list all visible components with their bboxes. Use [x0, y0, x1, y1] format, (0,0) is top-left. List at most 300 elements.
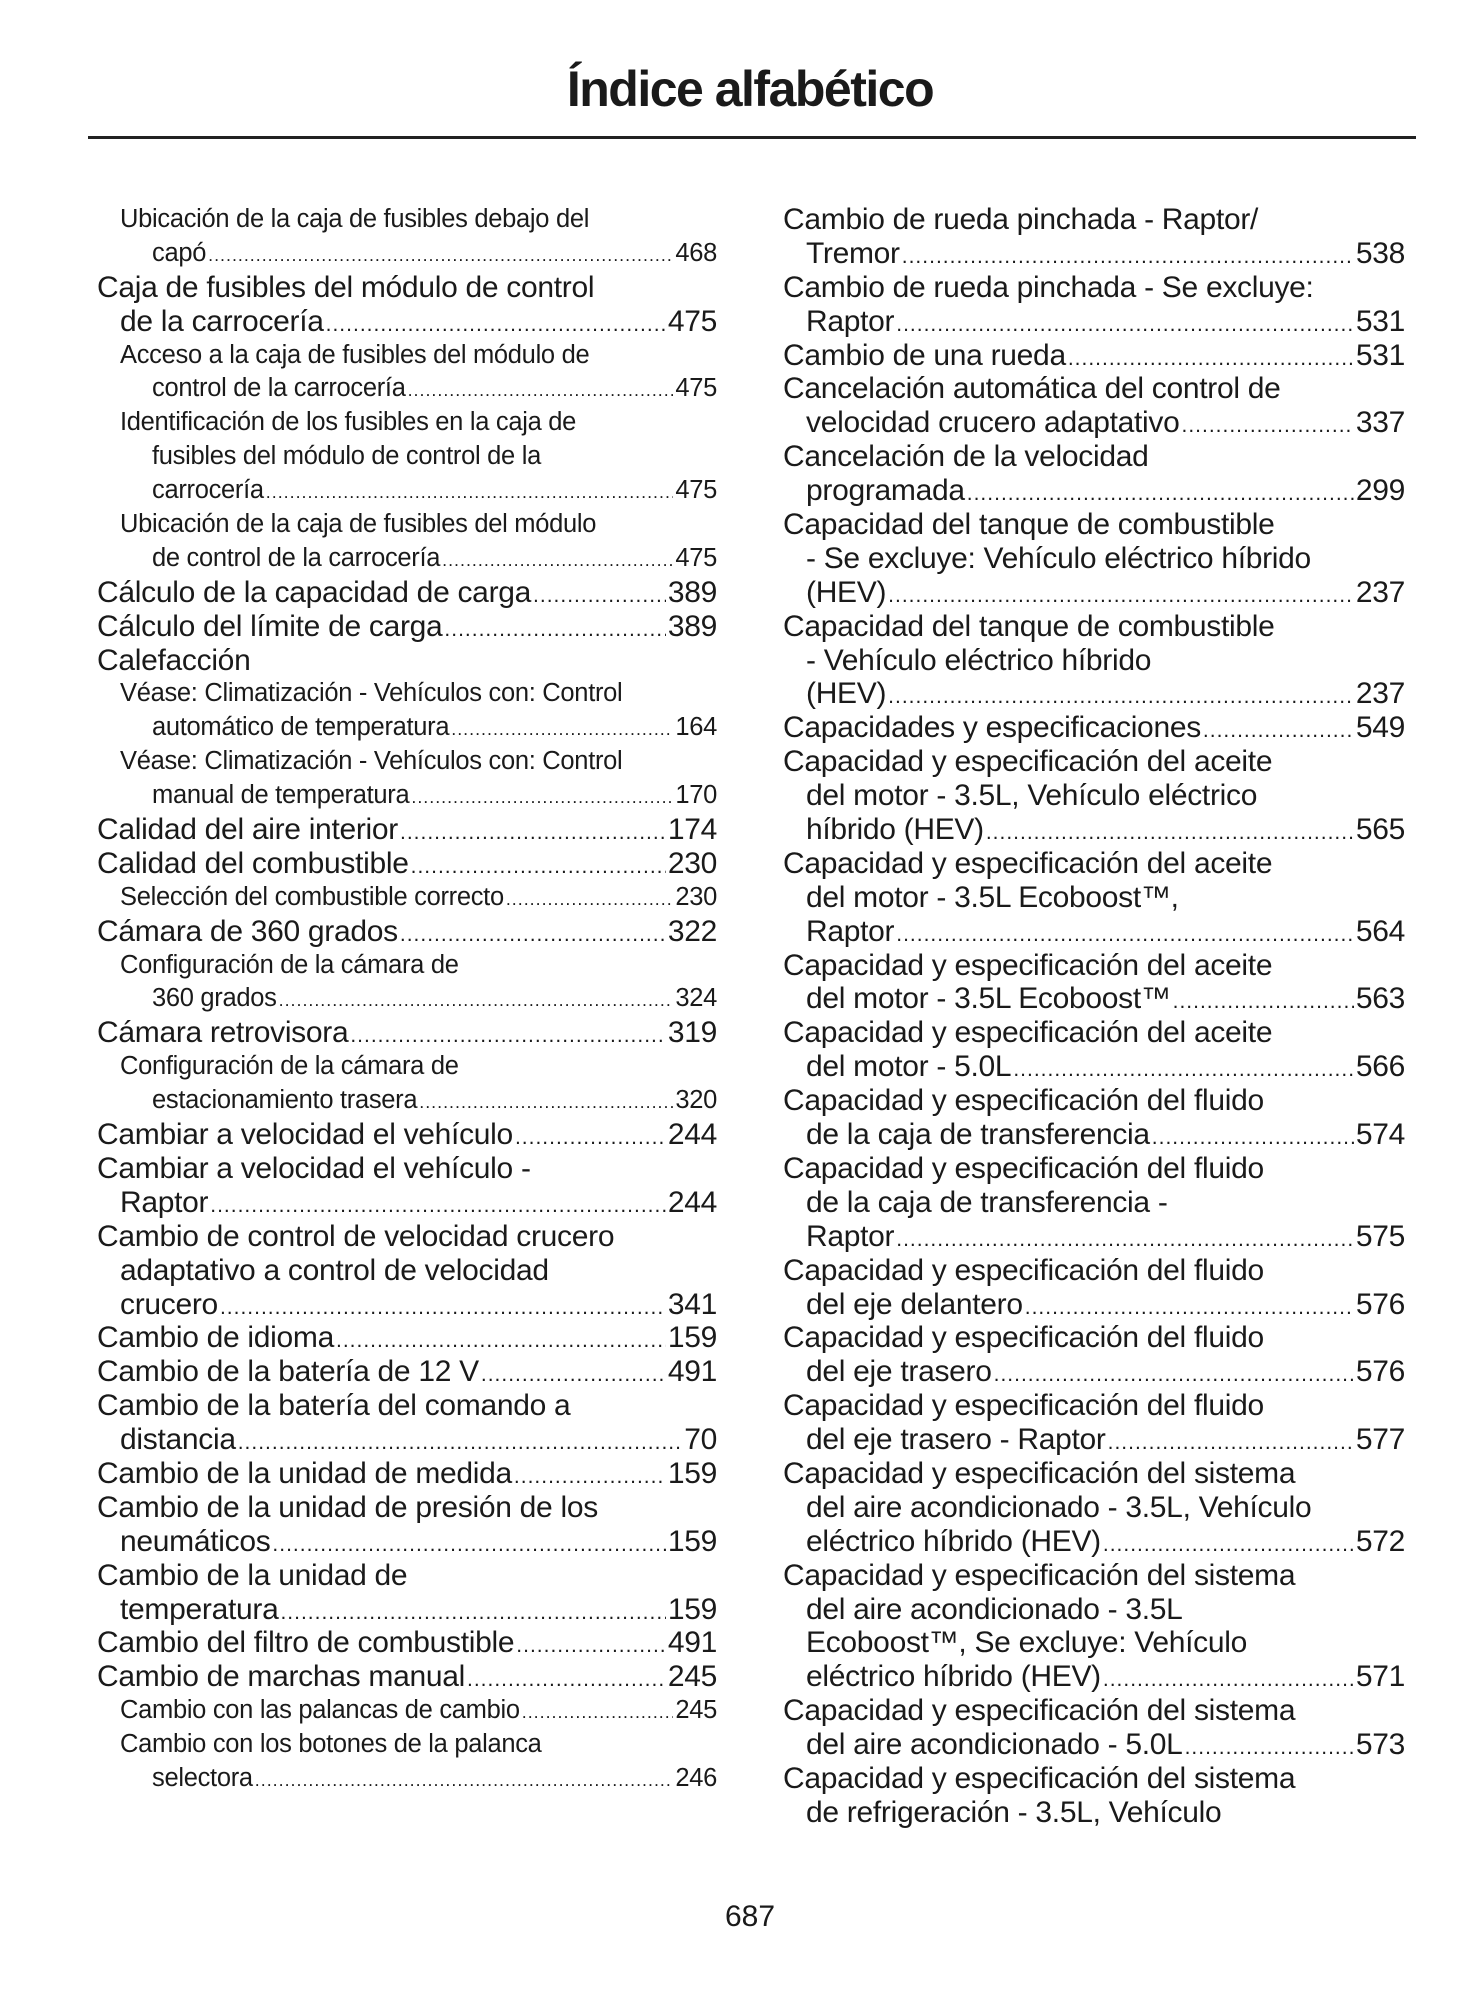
- index-line: [783, 406, 1405, 440]
- entry-text: Véase: Climatización - Vehículos con: Control: [120, 679, 623, 708]
- index-entry[interactable]: [783, 1084, 1405, 1152]
- index-entry[interactable]: [97, 1389, 717, 1457]
- page-reference[interactable]: 320: [675, 1086, 717, 1115]
- index-line: [783, 1525, 1405, 1559]
- entry-text: Cambio de una rueda: [783, 338, 1066, 372]
- page-reference[interactable]: 565: [1355, 813, 1405, 847]
- index-subentry[interactable]: [97, 677, 717, 745]
- entry-text: Capacidad y especificación del aceite: [783, 745, 1273, 779]
- dot-leader: [255, 1762, 674, 1796]
- index-line: [783, 1016, 1405, 1050]
- entry-text: Capacidad y especificación del sistema: [783, 1558, 1296, 1592]
- index-line: [97, 1186, 717, 1220]
- page-reference[interactable]: 571: [1355, 1660, 1405, 1694]
- index-line: [783, 745, 1405, 779]
- index-line: [97, 237, 717, 271]
- index-subentry[interactable]: [97, 1694, 717, 1728]
- index-line: [97, 339, 717, 373]
- entry-text: Caja de fusibles del módulo de control: [97, 270, 595, 304]
- index-line: [783, 1389, 1405, 1423]
- entry-text: Cambio de rueda pinchada - Se excluye:: [783, 270, 1314, 304]
- dot-leader: [326, 305, 666, 339]
- index-line: [97, 474, 717, 508]
- index-entry[interactable]: [97, 271, 717, 339]
- page-reference[interactable]: 230: [675, 882, 717, 911]
- page-reference[interactable]: 577: [1355, 1423, 1405, 1457]
- index-entry[interactable]: [783, 372, 1405, 440]
- index-line: [97, 881, 717, 915]
- index-line: [97, 1118, 717, 1152]
- dot-leader: [533, 576, 666, 610]
- index-line: [783, 813, 1405, 847]
- page-title: Índice alfabético: [566, 61, 934, 117]
- page-reference[interactable]: 538: [1355, 236, 1405, 270]
- entry-text: de refrigeración - 3.5L, Vehículo: [806, 1795, 1222, 1829]
- index-line: [97, 576, 717, 610]
- index-subentry[interactable]: [97, 881, 717, 915]
- entry-text: (HEV): [806, 677, 887, 711]
- index-entry[interactable]: [783, 610, 1405, 712]
- entry-text: Cálculo de la capacidad de carga: [97, 575, 532, 609]
- dot-leader: [1103, 1525, 1354, 1559]
- index-line: [783, 779, 1405, 813]
- entry-text: Calefacción: [97, 643, 251, 677]
- dot-leader: [272, 1525, 665, 1559]
- page-reference[interactable]: 159: [667, 1456, 717, 1490]
- page-reference[interactable]: 324: [675, 984, 717, 1013]
- entry-text: del eje trasero - Raptor: [806, 1423, 1106, 1457]
- index-entry[interactable]: [783, 1016, 1405, 1084]
- index-line: [783, 847, 1405, 881]
- entry-text: del aire acondicionado - 5.0L: [806, 1728, 1183, 1762]
- index-entry[interactable]: [97, 1457, 717, 1491]
- entry-text: capó: [152, 238, 207, 267]
- index-column-right: [783, 203, 1405, 1830]
- page-reference[interactable]: 319: [667, 1016, 717, 1050]
- index-line: [97, 305, 717, 339]
- page-reference[interactable]: 237: [1355, 677, 1405, 711]
- index-line: [97, 1525, 717, 1559]
- page-reference[interactable]: 389: [667, 609, 717, 643]
- index-entry[interactable]: [97, 1660, 717, 1694]
- index-line: [783, 1254, 1405, 1288]
- index-entry[interactable]: [783, 1254, 1405, 1322]
- index-line: [783, 1660, 1405, 1694]
- entry-text: Configuración de la cámara de: [120, 950, 459, 979]
- page-reference[interactable]: 299: [1355, 474, 1405, 508]
- entry-text: - Se excluye: Vehículo eléctrico híbrido: [806, 541, 1311, 575]
- dot-leader: [896, 305, 1354, 339]
- index-subentry[interactable]: [97, 508, 717, 576]
- dot-leader: [1203, 711, 1354, 745]
- entry-text: Cambio del filtro de combustible: [97, 1626, 515, 1660]
- entry-text: manual de temperatura: [152, 781, 410, 810]
- index-entry[interactable]: [783, 203, 1405, 271]
- page-reference[interactable]: 245: [667, 1660, 717, 1694]
- entry-text: del motor - 3.5L Ecoboost™: [806, 982, 1171, 1016]
- page-reference[interactable]: 475: [675, 543, 717, 572]
- dot-leader: [986, 813, 1354, 847]
- page-reference[interactable]: 574: [1355, 1118, 1405, 1152]
- dot-leader: [1173, 982, 1354, 1016]
- index-line: [783, 1220, 1405, 1254]
- index-line: [783, 677, 1405, 711]
- index-line: [783, 372, 1405, 406]
- dot-leader: [896, 915, 1354, 949]
- entry-text: del eje trasero: [806, 1355, 992, 1389]
- page-reference[interactable]: 337: [1355, 406, 1405, 440]
- index-entry[interactable]: [97, 813, 717, 847]
- entry-text: del motor - 3.5L Ecoboost™,: [806, 880, 1179, 914]
- entry-text: Cancelación de la velocidad: [783, 440, 1149, 474]
- index-line: [97, 1152, 717, 1186]
- entry-text: temperatura: [120, 1592, 279, 1626]
- index-line: [97, 610, 717, 644]
- index-line: [97, 745, 717, 779]
- page-reference[interactable]: 245: [675, 1696, 717, 1725]
- dot-leader: [1025, 1288, 1354, 1322]
- entry-text: Cálculo del límite de carga: [97, 609, 443, 643]
- entry-text: Ubicación de la caja de fusibles debajo del: [120, 205, 590, 233]
- index-entry[interactable]: [783, 1559, 1405, 1695]
- index-line: [97, 982, 717, 1016]
- entry-text: Cambio con los botones de la palanca: [120, 1730, 542, 1759]
- entry-text: distancia: [120, 1423, 236, 1457]
- entry-text: crucero: [120, 1287, 218, 1321]
- entry-text: Identificación de los fusibles en la caja de: [120, 408, 577, 437]
- page-reference[interactable]: 244: [667, 1185, 717, 1219]
- entry-text: de la caja de transferencia -: [806, 1185, 1168, 1219]
- page-reference[interactable]: 531: [1355, 338, 1405, 372]
- entry-text: Véase: Climatización - Vehículos con: Control: [120, 747, 623, 776]
- index-line: [783, 1186, 1405, 1220]
- index-subentry[interactable]: [97, 406, 717, 508]
- dot-leader: [1185, 1728, 1354, 1762]
- page-reference[interactable]: 230: [667, 846, 717, 880]
- index-entry[interactable]: [97, 610, 717, 644]
- page-reference[interactable]: 566: [1355, 1050, 1405, 1084]
- page-reference[interactable]: 174: [667, 813, 717, 847]
- index-line: [783, 1796, 1405, 1830]
- dot-leader: [411, 847, 666, 881]
- dot-leader: [451, 711, 673, 745]
- index-line: [97, 508, 717, 542]
- index-line: [783, 1694, 1405, 1728]
- entry-text: Calidad del aire interior: [97, 813, 398, 847]
- index-line: [97, 711, 717, 745]
- entry-text: selectora: [152, 1763, 253, 1792]
- entry-text: Capacidad y especificación del aceite: [783, 948, 1273, 982]
- dot-leader: [279, 982, 674, 1016]
- dot-leader: [442, 542, 673, 576]
- page-reference[interactable]: 322: [667, 914, 717, 948]
- page-reference[interactable]: 531: [1355, 304, 1405, 338]
- index-line: [97, 271, 717, 305]
- index-line: [97, 440, 717, 474]
- index-line: [783, 982, 1405, 1016]
- page-reference[interactable]: 159: [667, 1524, 717, 1558]
- index-line: [783, 1355, 1405, 1389]
- dot-leader: [400, 915, 666, 949]
- index-line: [783, 440, 1405, 474]
- entry-text: Capacidad y especificación del fluido: [783, 1253, 1264, 1287]
- index-entry[interactable]: [783, 949, 1405, 1017]
- page-reference[interactable]: 475: [675, 476, 717, 505]
- index-entry[interactable]: [97, 847, 717, 881]
- index-line: [97, 1321, 717, 1355]
- dot-leader: [1182, 406, 1354, 440]
- entry-text: Cambio de marchas manual: [97, 1660, 465, 1694]
- entry-text: velocidad crucero adaptativo: [806, 406, 1180, 440]
- index-entry[interactable]: [97, 576, 717, 610]
- entry-text: Tremor: [806, 236, 900, 270]
- index-line: [783, 271, 1405, 305]
- index-line: [97, 1355, 717, 1389]
- index-entry[interactable]: [97, 1559, 717, 1627]
- dot-leader: [994, 1355, 1354, 1389]
- entry-text: Cambio con las palancas de cambio: [120, 1696, 520, 1725]
- page-reference[interactable]: 491: [667, 1355, 717, 1389]
- index-entry[interactable]: [97, 1152, 717, 1220]
- index-line: [783, 949, 1405, 983]
- page-reference[interactable]: 576: [1355, 1287, 1405, 1321]
- index-entry[interactable]: [783, 1389, 1405, 1457]
- dot-leader: [266, 474, 674, 508]
- entry-text: Cambiar a velocidad el vehículo -: [97, 1151, 531, 1185]
- index-subentry[interactable]: [97, 745, 717, 813]
- index-line: [783, 339, 1405, 373]
- index-line: [783, 305, 1405, 339]
- entry-text: Cambio de la unidad de: [97, 1558, 408, 1592]
- page-reference[interactable]: 563: [1355, 982, 1405, 1016]
- index-entry[interactable]: [783, 1762, 1405, 1830]
- entry-text: Capacidad del tanque de combustible: [783, 609, 1275, 643]
- index-line: [783, 474, 1405, 508]
- entry-text: Cámara retrovisora: [97, 1016, 349, 1050]
- index-line: [97, 1016, 717, 1050]
- dot-leader: [350, 1016, 666, 1050]
- page-reference[interactable]: 572: [1355, 1524, 1405, 1558]
- entry-text: Ubicación de la caja de fusibles del módulo: [120, 510, 597, 539]
- index-line: [783, 1084, 1405, 1118]
- page-reference[interactable]: 244: [667, 1118, 717, 1152]
- entry-text: eléctrico híbrido (HEV): [806, 1524, 1101, 1558]
- dot-leader: [522, 1694, 674, 1728]
- entry-text: Capacidad y especificación del fluido: [783, 1084, 1264, 1118]
- entry-text: control de la carrocería: [152, 374, 406, 403]
- page-number: 687: [724, 1900, 776, 1933]
- index-line: [783, 644, 1405, 678]
- page-reference[interactable]: 164: [675, 713, 717, 742]
- page-reference[interactable]: 246: [675, 1763, 717, 1792]
- dot-leader: [506, 881, 674, 915]
- page-reference[interactable]: 576: [1355, 1355, 1405, 1389]
- index-line: [97, 406, 717, 440]
- entry-text: eléctrico híbrido (HEV): [806, 1660, 1101, 1694]
- index-subentry[interactable]: [97, 339, 717, 407]
- index-line: [97, 1491, 717, 1525]
- entry-text: carrocería: [152, 476, 264, 505]
- index-entry[interactable]: [783, 1152, 1405, 1254]
- entry-text: Acceso a la caja de fusibles del módulo de: [120, 340, 590, 369]
- index-entry[interactable]: [97, 1118, 717, 1152]
- index-line: [783, 576, 1405, 610]
- entry-text: Capacidad y especificación del fluido: [783, 1389, 1264, 1423]
- dot-leader: [408, 372, 674, 406]
- index-line: [783, 915, 1405, 949]
- entry-text: del aire acondicionado - 3.5L, Vehículo: [806, 1490, 1312, 1524]
- entry-text: Configuración de la cámara de: [120, 1052, 459, 1081]
- entry-text: Capacidad y especificación del aceite: [783, 1016, 1273, 1050]
- index-entry[interactable]: [783, 508, 1405, 610]
- dot-leader: [411, 779, 673, 813]
- page-reference[interactable]: 491: [667, 1626, 717, 1660]
- index-line: [783, 237, 1405, 271]
- page-reference[interactable]: 475: [675, 374, 717, 403]
- entry-text: del eje delantero: [806, 1287, 1023, 1321]
- dot-leader: [1108, 1423, 1354, 1457]
- index-line: [783, 610, 1405, 644]
- entry-text: neumáticos: [120, 1524, 271, 1558]
- entry-text: Capacidad y especificación del fluido: [783, 1321, 1264, 1355]
- index-line: [783, 508, 1405, 542]
- index-line: [97, 1254, 717, 1288]
- index-entry[interactable]: [97, 1491, 717, 1559]
- index-line: [97, 677, 717, 711]
- page-reference[interactable]: 237: [1355, 575, 1405, 609]
- page-reference[interactable]: 159: [667, 1592, 717, 1626]
- index-entry[interactable]: [783, 1457, 1405, 1559]
- index-entry[interactable]: [783, 711, 1405, 745]
- page-reference[interactable]: 70: [684, 1423, 717, 1457]
- index-line: [783, 1593, 1405, 1627]
- entry-text: Cambio de la unidad de presión de los: [97, 1490, 598, 1524]
- dot-leader: [967, 474, 1354, 508]
- dot-leader: [400, 813, 666, 847]
- dot-leader: [514, 1457, 666, 1491]
- index-entry[interactable]: [97, 1355, 717, 1389]
- index-line: [97, 1457, 717, 1491]
- dot-leader: [1152, 1118, 1354, 1152]
- index-line: [97, 1593, 717, 1627]
- entry-text: Capacidades y especificaciones: [783, 711, 1201, 745]
- index-entry[interactable]: [783, 1694, 1405, 1762]
- index-subentry[interactable]: [97, 203, 717, 271]
- index-entry[interactable]: [97, 1321, 717, 1355]
- index-line: [97, 372, 717, 406]
- entry-text: Capacidad y especificación del fluido: [783, 1151, 1264, 1185]
- index-line: [97, 644, 717, 678]
- entry-text: Raptor: [806, 304, 895, 338]
- page-reference[interactable]: 159: [667, 1321, 717, 1355]
- page-reference[interactable]: 389: [667, 575, 717, 609]
- index-line: [783, 1423, 1405, 1457]
- dot-leader: [1013, 1050, 1354, 1084]
- entry-text: (HEV): [806, 575, 887, 609]
- entry-text: Capacidad y especificación del aceite: [783, 846, 1273, 880]
- entry-text: Capacidad y especificación del sistema: [783, 1456, 1296, 1490]
- page-reference[interactable]: 341: [667, 1287, 717, 1321]
- index-line: [97, 1694, 717, 1728]
- dot-leader: [1068, 339, 1354, 373]
- dot-leader: [238, 1423, 683, 1457]
- dot-leader: [515, 1118, 666, 1152]
- dot-leader: [280, 1593, 665, 1627]
- entry-text: Cambio de la batería del comando a: [97, 1389, 571, 1423]
- index-entry[interactable]: [97, 1626, 717, 1660]
- entry-text: del motor - 3.5L, Vehículo eléctrico: [806, 779, 1258, 813]
- index-subentry[interactable]: [97, 1050, 717, 1118]
- index-line: [783, 542, 1405, 576]
- dot-leader: [896, 1220, 1354, 1254]
- index-entry[interactable]: [97, 915, 717, 949]
- index-entry[interactable]: [97, 1016, 717, 1050]
- index-line: [783, 1288, 1405, 1322]
- dot-leader: [336, 1321, 666, 1355]
- index-line: [783, 711, 1405, 745]
- index-line: [783, 1728, 1405, 1762]
- entry-text: Ecoboost™, Se excluye: Vehículo: [806, 1626, 1247, 1660]
- dot-leader: [516, 1626, 666, 1660]
- dot-leader: [1103, 1660, 1354, 1694]
- index-line: [97, 1660, 717, 1694]
- index-subentry[interactable]: [97, 1728, 717, 1796]
- index-entry[interactable]: [97, 644, 717, 678]
- index-line: [97, 813, 717, 847]
- page-reference[interactable]: 575: [1355, 1219, 1405, 1253]
- entry-text: del motor - 5.0L: [806, 1050, 1012, 1084]
- index-line: [97, 949, 717, 983]
- index-entry[interactable]: [783, 745, 1405, 847]
- index-line: [97, 203, 717, 237]
- entry-text: adaptativo a control de velocidad: [120, 1253, 549, 1287]
- index-line: [783, 1491, 1405, 1525]
- index-entry[interactable]: [97, 1220, 717, 1322]
- dot-leader: [210, 1186, 666, 1220]
- index-line: [97, 1084, 717, 1118]
- entry-text: Cambio de la batería de 12 V: [97, 1355, 479, 1389]
- index-entry[interactable]: [783, 440, 1405, 508]
- entry-text: Cambio de idioma: [97, 1321, 334, 1355]
- page-reference[interactable]: 475: [667, 304, 717, 338]
- page-reference[interactable]: 170: [675, 781, 717, 810]
- dot-leader: [481, 1355, 666, 1389]
- index-entry[interactable]: [783, 847, 1405, 949]
- index-line: [97, 1423, 717, 1457]
- entry-text: Cambio de la unidad de medida: [97, 1456, 512, 1490]
- index-line: [783, 1321, 1405, 1355]
- index-entry[interactable]: [783, 271, 1405, 339]
- entry-text: Raptor: [806, 914, 895, 948]
- entry-text: de control de la carrocería: [152, 543, 441, 572]
- index-subentry[interactable]: [97, 949, 717, 1017]
- entry-text: Cambio de control de velocidad crucero: [97, 1219, 615, 1253]
- dot-leader: [419, 1084, 673, 1118]
- page-reference[interactable]: 564: [1355, 914, 1405, 948]
- page-reference[interactable]: 573: [1355, 1728, 1405, 1762]
- index-line: [783, 1559, 1405, 1593]
- entry-text: programada: [806, 474, 965, 508]
- index-line: [97, 1288, 717, 1322]
- entry-text: de la carrocería: [120, 304, 324, 338]
- page-reference[interactable]: 549: [1355, 711, 1405, 745]
- entry-text: - Vehículo eléctrico híbrido: [806, 643, 1152, 677]
- index-line: [97, 1626, 717, 1660]
- index-line: [783, 1457, 1405, 1491]
- index-entry[interactable]: [783, 339, 1405, 373]
- page-reference[interactable]: 468: [675, 238, 717, 267]
- index-entry[interactable]: [783, 1321, 1405, 1389]
